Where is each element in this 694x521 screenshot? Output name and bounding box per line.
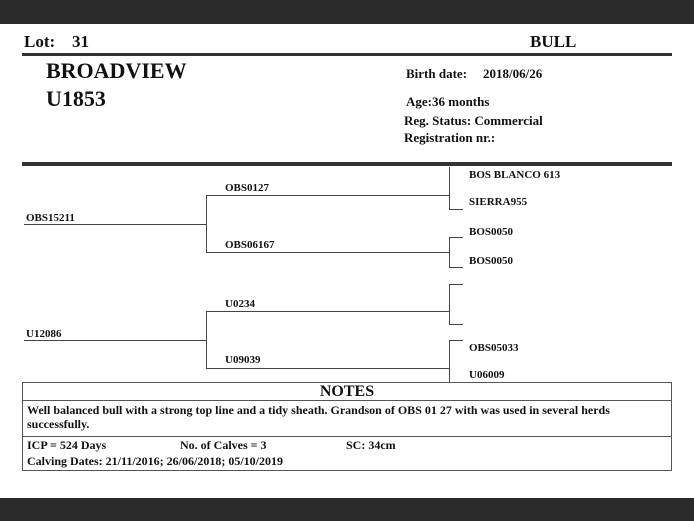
calving-dates-field: Calving Dates: 21/11/2016; 26/06/2018; 05/10/2019 (27, 454, 283, 468)
sire-bracket (206, 195, 207, 252)
lot-number: 31 (72, 32, 89, 51)
ss-bracket (449, 167, 450, 209)
age-field: Age:36 months (406, 94, 490, 109)
pedigree-dd-sire: OBS05033 (469, 342, 519, 354)
pedigree-sd-dam: BOS0050 (469, 255, 514, 267)
sex-label: BULL (530, 32, 577, 51)
ss-bracket-bottom (449, 209, 463, 210)
pedigree-ss-sire: BOS BLANCO 613 (469, 169, 561, 181)
notes-separator (23, 436, 671, 437)
birth-date-label: Birth date: (406, 66, 468, 81)
notes-box (22, 382, 672, 471)
sd-bracket (449, 237, 450, 267)
dam-sire-line (206, 311, 449, 312)
lot-label: Lot: (24, 32, 56, 51)
dd-bracket (449, 340, 450, 382)
ds-bracket-top (449, 284, 463, 285)
registration-field: Registration nr.: (404, 130, 496, 145)
ds-bracket (449, 284, 450, 324)
pedigree-dd-dam: U06009 (469, 369, 505, 381)
sc-field: SC: 34cm (346, 438, 396, 452)
birth-date-value: 2018/06/26 (483, 66, 543, 81)
notes-text: Well balanced bull with a strong top line and a tidy sheath. Grandson of OBS 01 27 with was used in several herds successfully. (27, 403, 610, 431)
pedigree-sire-sire: OBS0127 (225, 182, 270, 194)
notes-title: NOTES (23, 383, 671, 401)
sd-bracket-bottom (449, 267, 463, 268)
reg-status-field: Reg. Status: Commercial (404, 113, 543, 128)
sire-dam-line (206, 252, 449, 253)
dam-bracket (206, 311, 207, 368)
sire-sire-line (206, 195, 449, 196)
pedigree-ss-dam: SIERRA955 (469, 196, 528, 208)
dam-line (24, 340, 206, 341)
dam-dam-line (206, 368, 449, 369)
dd-bracket-top (449, 340, 463, 341)
header-rule-top (22, 53, 672, 56)
pedigree-sire: OBS15211 (26, 212, 75, 224)
icp-field: ICP = 524 Days (27, 438, 107, 452)
pedigree-sire-dam: OBS06167 (225, 239, 275, 251)
sire-line (24, 224, 206, 225)
pedigree-dam: U12086 (26, 328, 62, 340)
pedigree-dam-dam: U09039 (225, 354, 261, 366)
pedigree-dam-sire: U0234 (225, 298, 255, 310)
calves-field: No. of Calves = 3 (180, 438, 267, 452)
ds-bracket-bottom (449, 324, 463, 325)
sd-bracket-top (449, 237, 463, 238)
header-rule-bottom (22, 162, 672, 166)
animal-name: BROADVIEW (46, 58, 187, 83)
pedigree-sd-sire: BOS0050 (469, 226, 514, 238)
lot-card (0, 24, 694, 498)
animal-id: U1853 (46, 86, 106, 111)
